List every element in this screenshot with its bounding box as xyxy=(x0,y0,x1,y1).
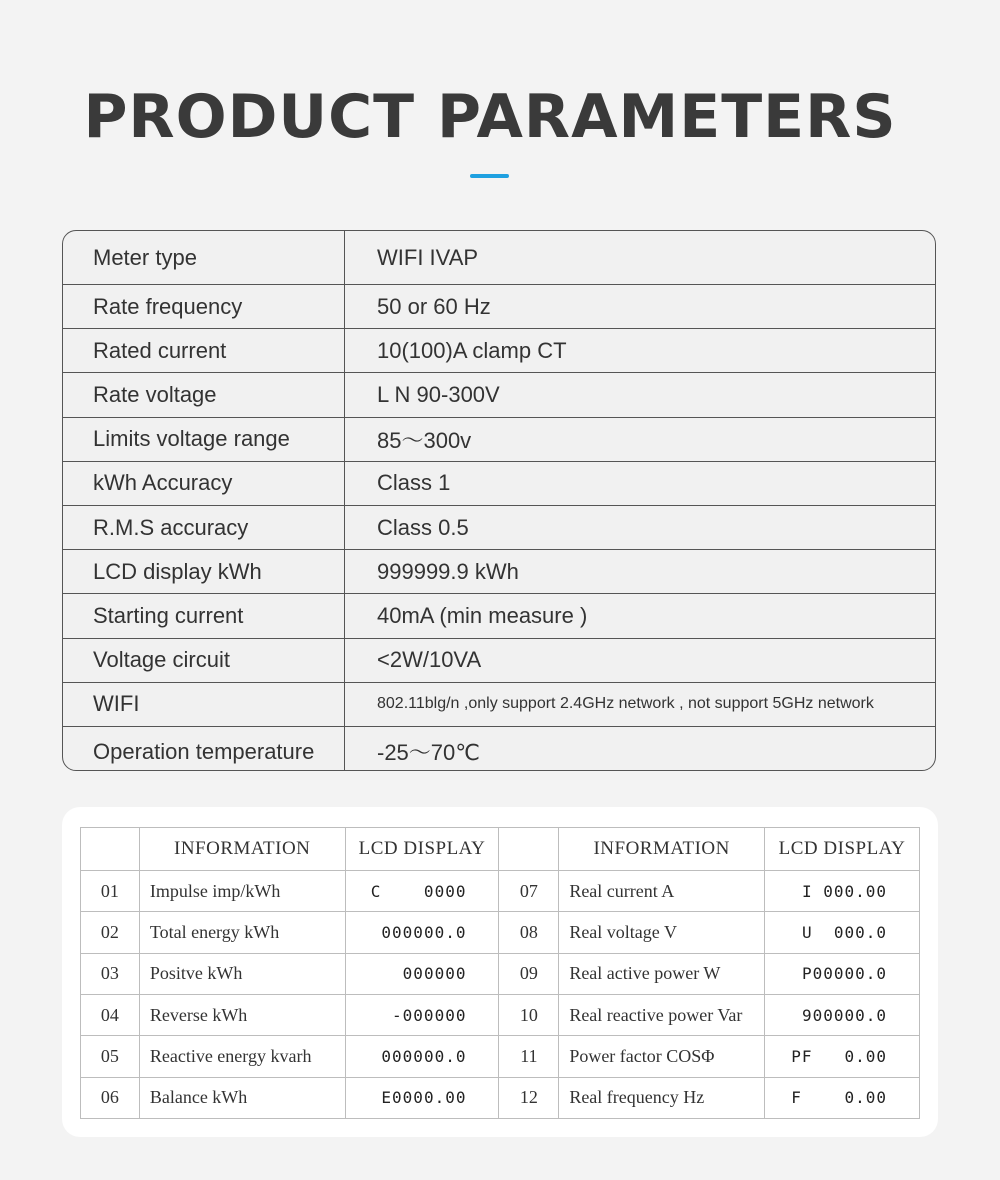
param-row xyxy=(63,285,935,329)
table-row xyxy=(81,912,920,953)
header-information: INFORMATION xyxy=(559,828,765,871)
param-value: 50 or 60 Hz xyxy=(377,293,491,319)
row-number: 05 xyxy=(81,1036,140,1077)
row-number: 08 xyxy=(499,912,559,953)
param-row xyxy=(63,550,935,594)
row-number: 09 xyxy=(499,953,559,994)
row-lcd-display: E0000.00 xyxy=(345,1077,499,1118)
row-information: Real voltage V xyxy=(559,912,765,953)
param-row xyxy=(63,683,935,727)
row-lcd-display: 000000.0 xyxy=(345,1036,499,1077)
lcd-display-table xyxy=(80,827,920,1119)
row-number: 12 xyxy=(499,1077,559,1118)
param-label: Voltage circuit xyxy=(63,639,345,682)
row-lcd-display: 000000.0 xyxy=(345,912,499,953)
param-label: Meter type xyxy=(63,231,345,284)
row-lcd-display: -000000 xyxy=(345,995,499,1036)
header-number xyxy=(499,828,559,871)
param-value: 40mA (min measure ) xyxy=(377,602,588,628)
row-lcd-display: PF 0.00 xyxy=(765,1036,920,1077)
row-information: Real frequency Hz xyxy=(559,1077,765,1118)
param-row xyxy=(63,594,935,638)
param-row xyxy=(63,329,935,373)
header-information: INFORMATION xyxy=(139,828,345,871)
param-label: WIFI xyxy=(63,683,345,726)
row-information: Positve kWh xyxy=(139,953,345,994)
row-number: 10 xyxy=(499,995,559,1036)
row-lcd-display: P00000.0 xyxy=(765,953,920,994)
row-information: Balance kWh xyxy=(139,1077,345,1118)
param-row xyxy=(63,506,935,550)
table-row xyxy=(81,1036,920,1077)
param-value: 10(100)A clamp CT xyxy=(377,337,567,363)
row-lcd-display: U 000.0 xyxy=(765,912,920,953)
header-number xyxy=(81,828,140,871)
param-label: Limits voltage range xyxy=(63,418,345,461)
header-lcd-display: LCD DISPLAY xyxy=(345,828,499,871)
row-information: Real active power W xyxy=(559,953,765,994)
row-lcd-display: F 0.00 xyxy=(765,1077,920,1118)
param-row xyxy=(63,373,935,417)
param-row xyxy=(63,727,935,771)
row-lcd-display: C 0000 xyxy=(345,871,499,912)
row-number: 11 xyxy=(499,1036,559,1077)
param-value: Class 1 xyxy=(377,470,451,496)
param-value: 999999.9 kWh xyxy=(377,558,519,584)
param-value: <2W/10VA xyxy=(377,647,482,673)
header-lcd-display: LCD DISPLAY xyxy=(765,828,920,871)
param-label: R.M.S accuracy xyxy=(63,506,345,549)
param-value: 85～300v xyxy=(377,427,472,453)
row-information: Real current A xyxy=(559,871,765,912)
row-information: Real reactive power Var xyxy=(559,995,765,1036)
table-row xyxy=(81,953,920,994)
param-value: Class 0.5 xyxy=(377,514,469,540)
param-label: Operation temperature xyxy=(63,727,345,771)
title-accent-bar xyxy=(470,174,509,178)
lcd-header-row xyxy=(81,828,920,871)
row-lcd-display: 900000.0 xyxy=(765,995,920,1036)
row-information: Total energy kWh xyxy=(139,912,345,953)
parameters-table xyxy=(62,230,936,771)
param-label: Rate frequency xyxy=(63,285,345,328)
table-row xyxy=(81,995,920,1036)
row-number: 02 xyxy=(81,912,140,953)
param-value: -25～70℃ xyxy=(377,740,480,766)
row-information: Power factor COSΦ xyxy=(559,1036,765,1077)
row-information: Reactive energy kvarh xyxy=(139,1036,345,1077)
page-title: PRODUCT PARAMETERS xyxy=(83,82,897,152)
param-value: 802.11blg/n ,only support 2.4GHz network , not support 5GHz network xyxy=(377,695,874,713)
param-label: Rated current xyxy=(63,329,345,372)
param-row xyxy=(63,639,935,683)
row-number: 01 xyxy=(81,871,140,912)
param-value: L N 90-300V xyxy=(377,381,500,407)
row-number: 04 xyxy=(81,995,140,1036)
row-number: 06 xyxy=(81,1077,140,1118)
table-row xyxy=(81,871,920,912)
row-lcd-display: 000000 xyxy=(345,953,499,994)
param-value: WIFI IVAP xyxy=(377,244,479,270)
param-row xyxy=(63,231,935,285)
row-information: Impulse imp/kWh xyxy=(139,871,345,912)
row-number: 03 xyxy=(81,953,140,994)
row-number: 07 xyxy=(499,871,559,912)
param-label: LCD display kWh xyxy=(63,550,345,593)
param-row xyxy=(63,462,935,506)
param-label: Starting current xyxy=(63,594,345,637)
param-row xyxy=(63,418,935,462)
row-lcd-display: I 000.00 xyxy=(765,871,920,912)
table-row xyxy=(81,1077,920,1118)
param-label: Rate voltage xyxy=(63,373,345,416)
row-information: Reverse kWh xyxy=(139,995,345,1036)
param-label: kWh Accuracy xyxy=(63,462,345,505)
lcd-info-card xyxy=(62,807,938,1137)
